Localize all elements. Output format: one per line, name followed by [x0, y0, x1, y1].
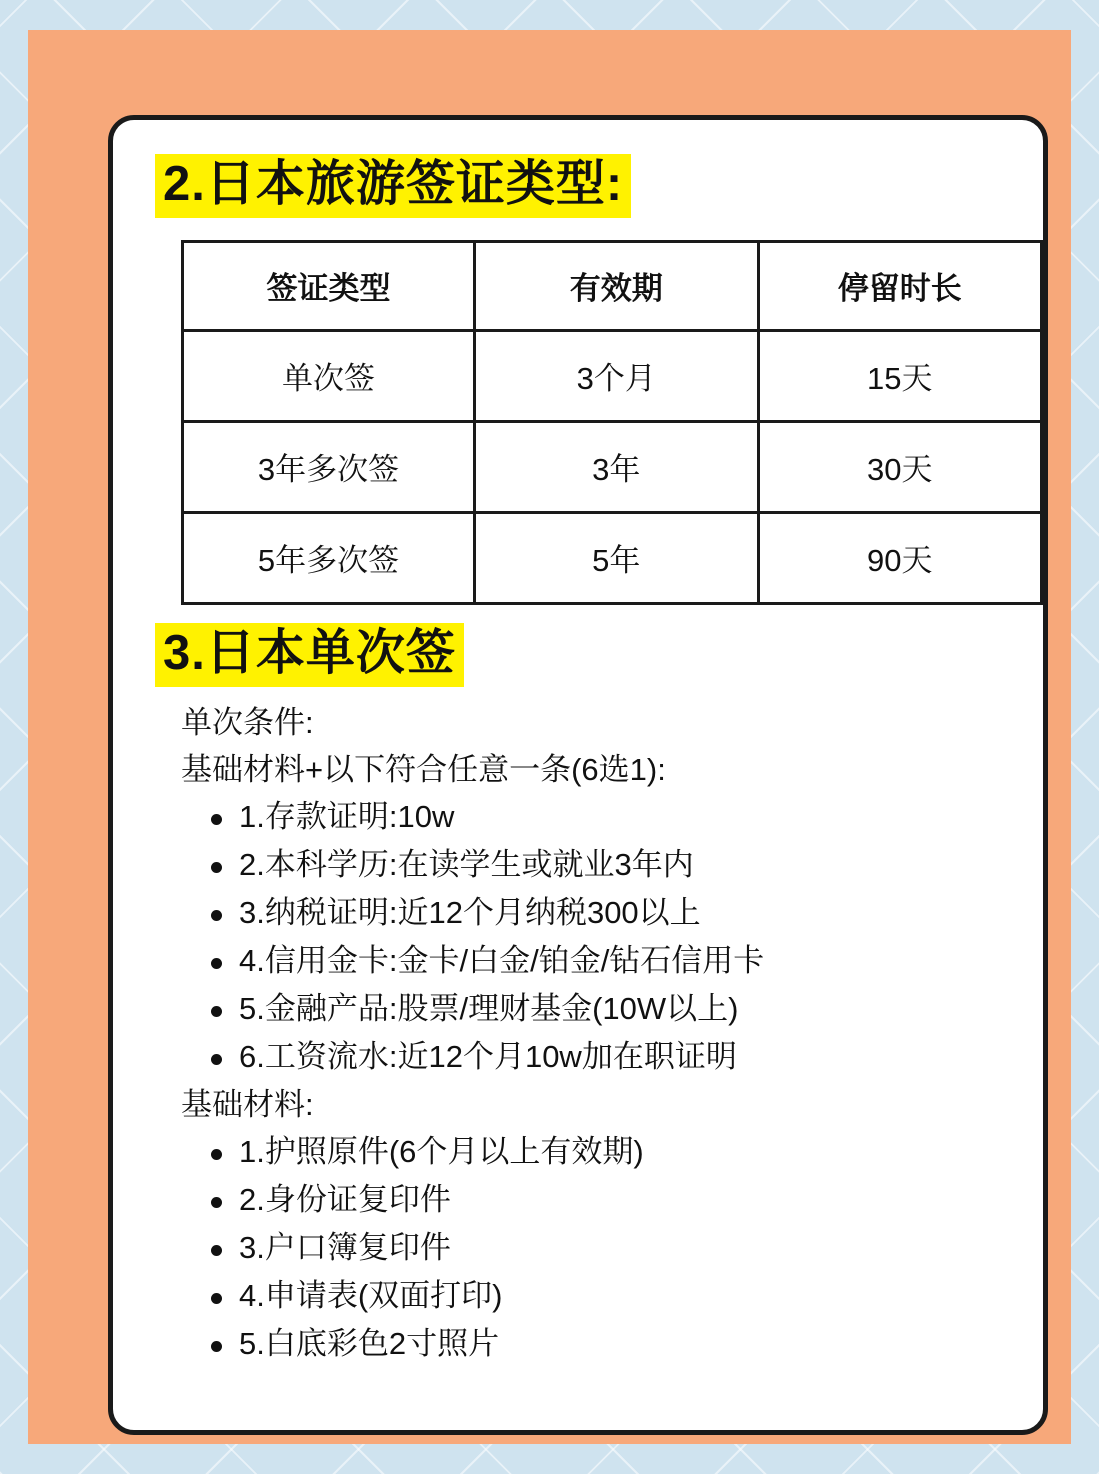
materials-list: [181, 1128, 1009, 1368]
single-entry-heading: 3.日本单次签: [155, 623, 464, 687]
cell-visa-type: 3年多次签: [183, 421, 475, 512]
list-item: 4.申请表(双面打印): [181, 1272, 1009, 1320]
visa-types-table: [181, 240, 1043, 605]
visa-types-heading: 2.日本旅游签证类型:: [155, 154, 631, 218]
list-item: 3.纳税证明:近12个月纳税300以上: [181, 889, 1009, 937]
list-item: 1.护照原件(6个月以上有效期): [181, 1128, 1009, 1176]
list-item: 5.金融产品:股票/理财基金(10W以上): [181, 985, 1009, 1033]
condition-label: 单次条件:: [181, 704, 314, 740]
materials-label: 基础材料:: [181, 1087, 314, 1123]
cell-validity: 5年: [475, 512, 758, 603]
list-item: 4.信用金卡:金卡/白金/铂金/钻石信用卡: [181, 937, 1009, 985]
column-header-validity: 有效期: [475, 241, 758, 330]
white-content-card: [108, 115, 1048, 1435]
cell-stay-duration: 90天: [758, 512, 1041, 603]
cell-visa-type: 单次签: [183, 330, 475, 421]
cell-stay-duration: 15天: [758, 330, 1041, 421]
cell-visa-type: 5年多次签: [183, 512, 475, 603]
table-header-row: [183, 241, 1042, 330]
column-header-visa-type: 签证类型: [183, 241, 475, 330]
list-item: 2.身份证复印件: [181, 1176, 1009, 1224]
table-row: [183, 512, 1042, 603]
table-row: [183, 421, 1042, 512]
list-item: 6.工资流水:近12个月10w加在职证明: [181, 1033, 1009, 1081]
cell-validity: 3个月: [475, 330, 758, 421]
condition-intro: 基础材料+以下符合任意一条(6选1):: [181, 751, 666, 787]
list-item: 2.本科学历:在读学生或就业3年内: [181, 841, 1009, 889]
column-header-stay-duration: 停留时长: [758, 241, 1041, 330]
list-item: 3.户口簿复印件: [181, 1224, 1009, 1272]
cell-validity: 3年: [475, 421, 758, 512]
cell-stay-duration: 30天: [758, 421, 1041, 512]
table-row: [183, 330, 1042, 421]
single-entry-body: [181, 699, 1009, 1369]
list-item: 1.存款证明:10w: [181, 793, 1009, 841]
single-entry-heading-row: [155, 623, 1009, 687]
list-item: 5.白底彩色2寸照片: [181, 1320, 1009, 1368]
orange-border-frame: [28, 30, 1071, 1444]
condition-list: [181, 793, 1009, 1081]
visa-types-heading-row: [155, 154, 1009, 218]
